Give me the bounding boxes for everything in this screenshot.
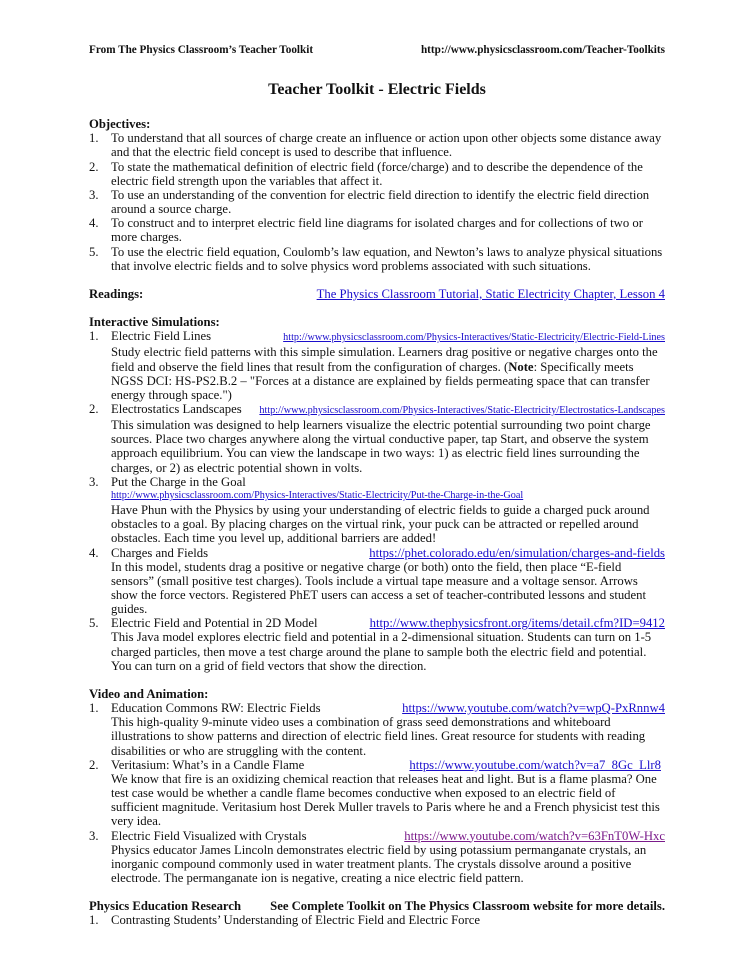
objective-item: 3. To use an understanding of the convention for electric field direction to identify the electric field direction around a source charge. xyxy=(89,187,650,217)
document-title: Teacher Toolkit - Electric Fields xyxy=(268,81,486,99)
item-title: Electric Field and Potential in 2D Model xyxy=(111,616,318,631)
simulation-item: 4. Charges and Fields https://phet.colorado.edu/en/simulation/charges-and-fields In this model, students drag a positive or negative charge (or both) onto the field, then place “E-field sensors” (small positive test charges). Tools include a virtual tape measure and a voltage sensor. Arrows show the force vectors. Registered PhET users can access a set of teacher-contributed lessons and student guides. xyxy=(89,545,665,617)
simulations-section xyxy=(89,315,665,673)
item-link[interactable]: https://phet.colorado.edu/en/simulation/charges-and-fields xyxy=(369,545,665,560)
video-item: 3. Electric Field Visualized with Crystals https://www.youtube.com/watch?v=63FnT0W-Hxc Physics educator James Lincoln demonstrates electric field by using potassium permanganate crystals, an inorganic compound commonly used in water treatment plants. The crystals dissolve around a positive electrode. The permanganate ion is negative, creating a nice electric field pattern. xyxy=(89,828,665,885)
per-note: See Complete Toolkit on The Physics Classroom website for more details. xyxy=(270,899,665,914)
item-title: Electric Field Visualized with Crystals xyxy=(111,828,307,843)
simulations-heading: Interactive Simulations: xyxy=(89,315,220,330)
readings-heading: Readings: xyxy=(89,286,144,301)
item-link[interactable]: http://www.physicsclassroom.com/Physics-Interactives/Static-Electricity/Electrostatics-Landscapes xyxy=(259,404,665,416)
item-description: We know that fire is an oxidizing chemical reaction that releases heat and light. But is a flame plasma? One test case would be whether a candle flame becomes conductive when exposed to an electric field of sufficient magnitude. Veritasium host Derek Muller travels to Paris where he and a French physicist test this very idea. xyxy=(111,771,660,829)
item-link[interactable]: https://www.youtube.com/watch?v=a7_8Gc_Llr8 xyxy=(409,757,661,772)
video-item: 1. Education Commons RW: Electric Fields https://www.youtube.com/watch?v=wpQ-PxRnnw4 This high-quality 9-minute video uses a combination of grass seed demonstrations and whiteboard illustrations to show patterns and direction of electric field lines. Great resource for students with reading disabilities or who are struggling with the content. xyxy=(89,701,665,758)
item-link[interactable]: http://www.physicsclassroom.com/Physics-Interactives/Static-Electricity/Put-the-Charge-in-the-Goal xyxy=(111,489,524,501)
simulation-item: 3. Put the Charge in the Goal http://www.physicsclassroom.com/Physics-Interactives/Static-Electricity/Put-the-Charge-in-the-Goal Have Phun with the Physics by using your understanding of electric fields to guide a charged puck around obstacles to a goal. By placing charges on the virtual rink, your puck can be attracted or repelled around obstacles. Each time you level up, additional barriers are added! xyxy=(89,475,665,546)
objective-item: 1. To understand that all sources of charge create an influence or action upon other objects some distance away and that the electric field concept is used to describe that influence. xyxy=(89,131,662,160)
objective-item: 2. To state the mathematical definition of electric field (force/charge) and to describe the dependence of the electric field strength upon the variables that affect it. xyxy=(89,159,643,188)
per-section xyxy=(89,899,665,927)
simulation-item: 2. Electrostatics Landscapes http://www.physicsclassroom.com/Physics-Interactives/Static-Electricity/Electrostatics-Landscapes This simulation was designed to help learners visualize the electric potential surrounding two point charge sources. Place two charges anywhere along the virtual conductive paper, tap Start, and observe the system approach equilibrium. You can view the landscape in two ways: 1) as electric field lines surrounding the charges, or 2) as electric potential shown in volts. xyxy=(89,401,665,475)
item-link[interactable]: http://www.thephysicsfront.org/items/detail.cfm?ID=9412 xyxy=(369,616,665,631)
item-link[interactable]: http://www.physicsclassroom.com/Physics-Interactives/Static-Electricity/Electric-Field-Lines xyxy=(283,332,665,344)
item-link[interactable]: https://www.youtube.com/watch?v=63FnT0W-Hxc xyxy=(404,828,665,843)
item-description: In this model, students drag a positive or negative charge (or both) onto the field, then place “E-field sensors” (small positive test charges). Tools include a virtual tape measure and a voltage sensor. Arrows show the force vectors. Registered PhET users can access a set of teacher-contributed lessons and student guides. xyxy=(111,559,647,617)
document-page xyxy=(89,0,665,947)
objective-item: 5. To use the electric field equation, Coulomb’s law equation, and Newton’s laws to analyze physical situations that involve electric fields and to solve physics word problems associated with such situations. xyxy=(89,244,663,273)
readings-section xyxy=(89,287,665,301)
item-title: Veritasium: What’s in a Candle Flame xyxy=(111,757,305,772)
video-item: 2. Veritasium: What’s in a Candle Flame https://www.youtube.com/watch?v=a7_8Gc_Llr8 We know that fire is an oxidizing chemical reaction that releases heat and light. But is a flame plasma? One test case would be whether a candle flame becomes conductive when exposed to an electric field of sufficient magnitude. Veritasium host Derek Muller travels to Paris where he and a French physicist test this very idea. xyxy=(89,758,665,829)
header-url: http://www.physicsclassroom.com/Teacher-Toolkits xyxy=(420,44,665,56)
item-description: Physics educator James Lincoln demonstrates electric field by using potassium permanganate crystals, an inorganic compound commonly used in water treatment plants. The crystals dissolve around a positive electrode. The permanganate ion is negative, creating a nice electric field pattern. xyxy=(111,842,647,885)
item-title: Put the Charge in the Goal xyxy=(111,474,246,489)
simulation-item: 5. Electric Field and Potential in 2D Model http://www.thephysicsfront.org/items/detail.cfm?ID=9412 This Java model explores electric field and potential in a 2-dimensional situation. Students can turn on 1-5 charged particles, then move a test charge around the plane to sample both the electric field and potential. You can turn on a grid of field vectors that show the direction. xyxy=(89,616,665,673)
objectives-section xyxy=(89,117,665,273)
simulation-item: 1. Electric Field Lines http://www.physicsclassroom.com/Physics-Interactives/Static-Electricity/Electric-Field-Lines Study electric field patterns with this simple simulation. Learners drag positive or negative charges onto the field and observe the field lines that result from the configuration of charges. (Note: Specifically meets NGSS DCI: HS-PS2.B.2 – "Forces at a distance are explained by fields permeating space that can transfer energy through space.") xyxy=(89,329,665,402)
video-section xyxy=(89,687,665,885)
item-title: Electric Field Lines xyxy=(111,329,212,344)
item-title: Charges and Fields xyxy=(111,545,209,560)
item-description: This high-quality 9-minute video uses a combination of grass seed demonstrations and whiteboard illustrations to show patterns and direction of electric field lines. Great resource for students with reading disabilities or who are struggling with the content. xyxy=(111,715,646,758)
item-title: Electrostatics Landscapes xyxy=(111,401,242,416)
page-header xyxy=(89,43,665,57)
per-item: 1. Contrasting Students’ Understanding of Electric Field and Electric Force xyxy=(89,913,481,928)
readings-link[interactable]: The Physics Classroom Tutorial, Static Electricity Chapter, Lesson 4 xyxy=(316,286,665,301)
item-description: Have Phun with the Physics by using your understanding of electric fields to guide a charged puck around obstacles to a goal. By placing charges on the virtual rink, your puck can be attracted or repelled around obstacles. Each time you level up, additional barriers are added! xyxy=(111,503,650,546)
video-heading: Video and Animation: xyxy=(89,686,209,701)
item-description: This simulation was designed to help learners visualize the electric potential surrounding two point charge sources. Place two charges anywhere along the virtual conductive paper, tap Start, and observe the system approach equilibrium. You can view the landscape in two ways: 1) as electric field lines surrounding the charges, or 2) as electric potential shown in volts. xyxy=(111,418,651,475)
objective-item: 4. To construct and to interpret electric field line diagrams for isolated charges and for collections of two or more charges. xyxy=(89,216,643,245)
objectives-heading: Objectives: xyxy=(89,117,151,132)
item-link[interactable]: https://www.youtube.com/watch?v=wpQ-PxRnnw4 xyxy=(402,701,665,716)
item-description: This Java model explores electric field and potential in a 2-dimensional situation. Students can turn on 1-5 charged particles, then move a test charge around the plane to sample both the electric field and potential. You can turn on a grid of field vectors that show the direction. xyxy=(111,630,652,673)
item-title: Education Commons RW: Electric Fields xyxy=(111,701,321,716)
header-source: From The Physics Classroom’s Teacher Toolkit xyxy=(89,44,314,56)
per-heading: Physics Education Research xyxy=(89,899,242,914)
item-description: Study electric field patterns with this simple simulation. Learners drag positive or negative charges onto the field and observe the field lines that result from the configuration of charges. (Note: Specifically meets NGSS DCI: HS-PS2.B.2 – "Forces at a distance are explained by fields permeating space that can transfer energy through space.") xyxy=(111,345,658,402)
